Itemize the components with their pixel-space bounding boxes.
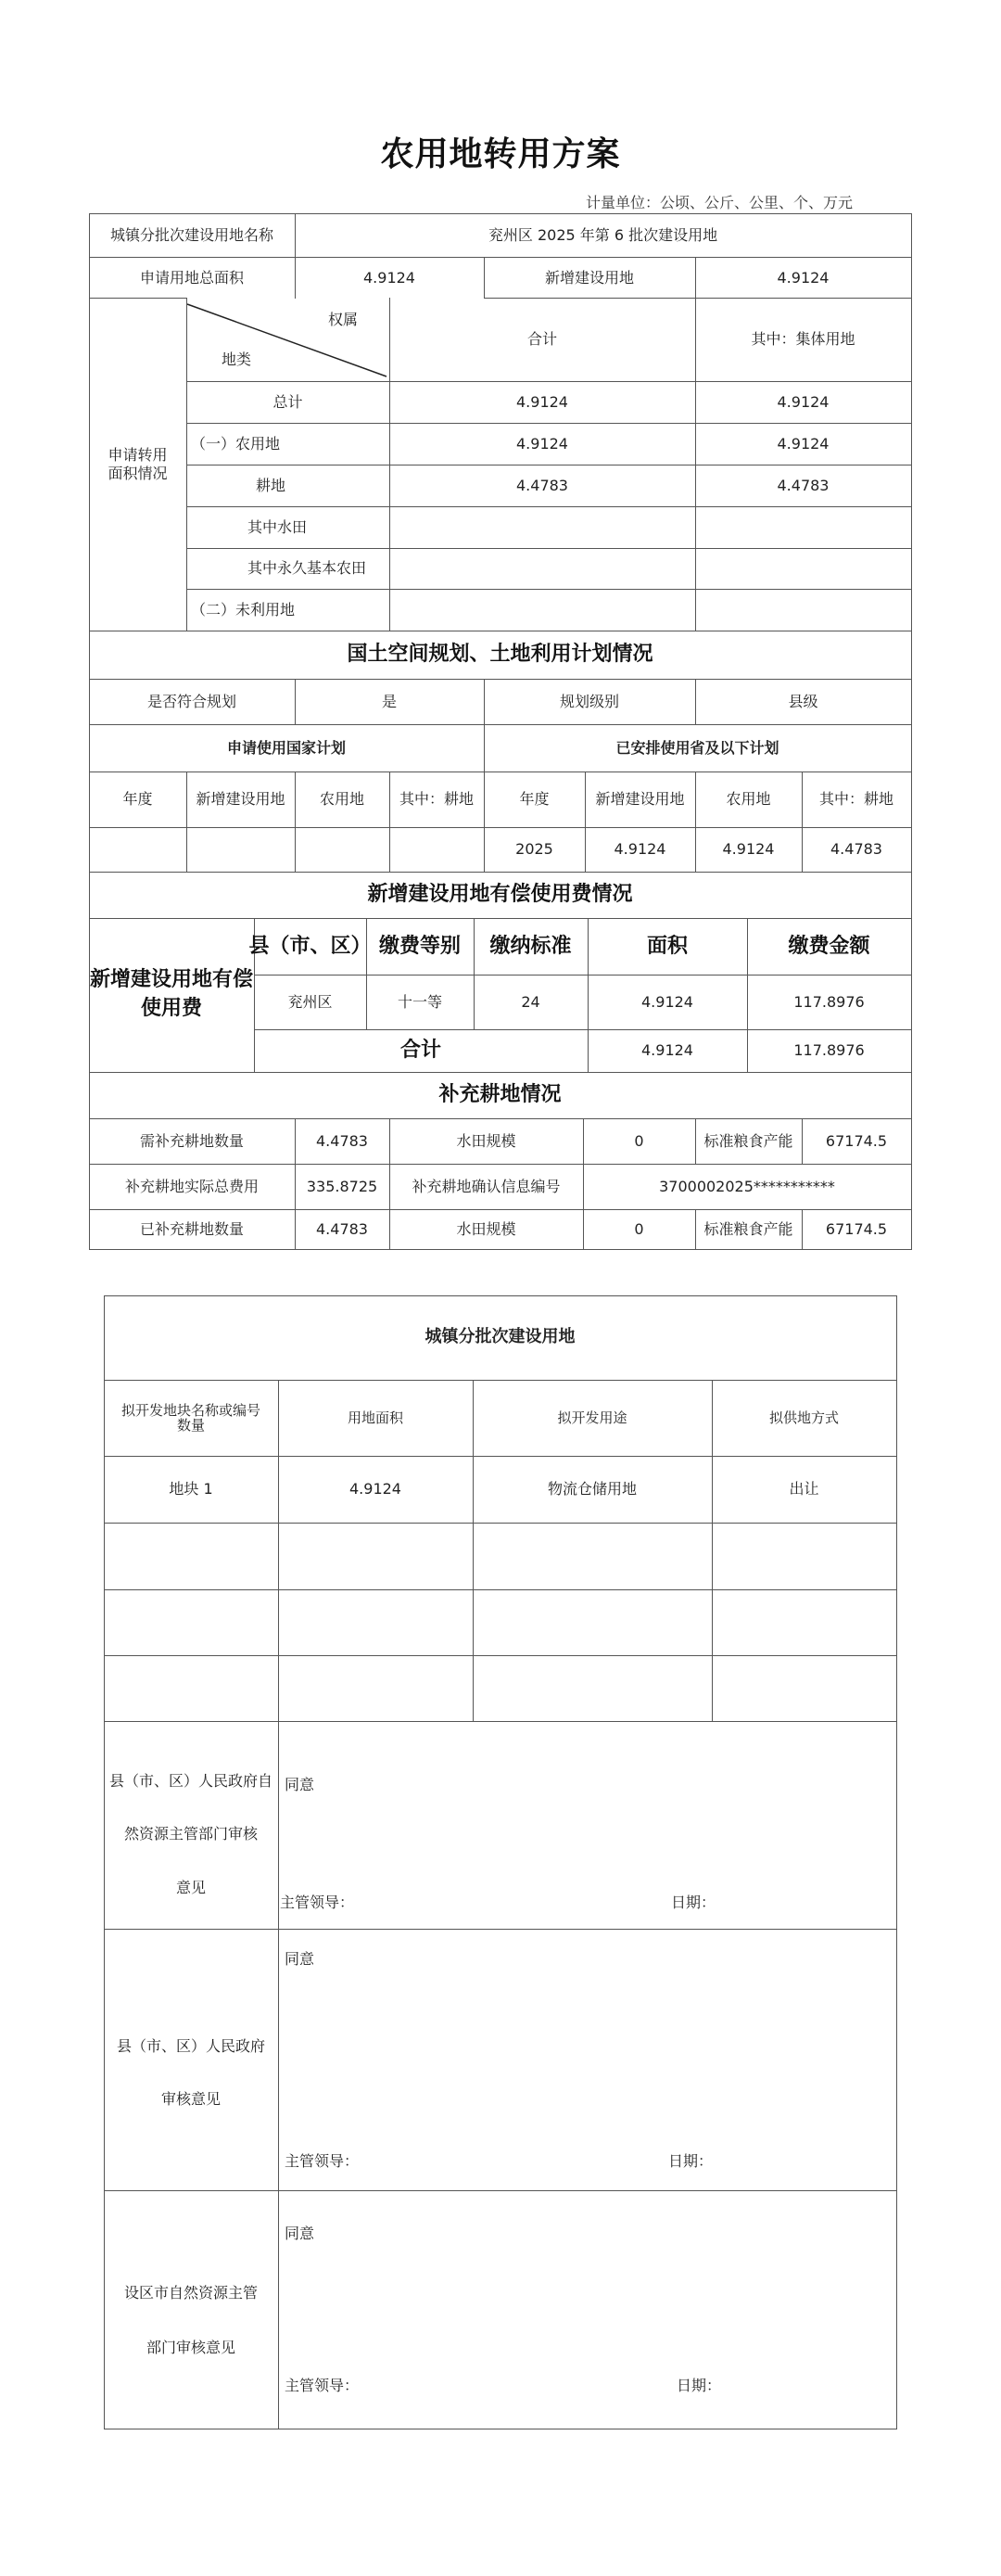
parcel-name bbox=[104, 1655, 278, 1721]
supp-label: 水田规模 bbox=[456, 1219, 516, 1238]
row-collective bbox=[695, 589, 911, 631]
conversion-area-label: 申请转用面积情况 bbox=[108, 445, 168, 482]
total-area-label: 申请用地总面积 bbox=[139, 268, 244, 287]
plan-header-new-construction: 新增建设用地 bbox=[595, 790, 685, 808]
header-parcel-name: 拟开发地块名称或编号数量 bbox=[120, 1401, 260, 1434]
total-area-value: 4.9124 bbox=[363, 268, 415, 287]
parcel-use bbox=[473, 1655, 712, 1721]
review-label-line: 意见 bbox=[175, 1879, 206, 1896]
parcel-area bbox=[278, 1655, 473, 1721]
row-total bbox=[389, 506, 695, 548]
fee-label: 新增建设用地有偿使用费 bbox=[89, 968, 253, 1020]
supp-label: 标准粮食产能 bbox=[703, 1131, 793, 1150]
plan-value bbox=[186, 827, 295, 872]
date-label: 日期： bbox=[677, 2377, 722, 2394]
parcel-name: 地块 1 bbox=[169, 1480, 213, 1498]
row-label: 耕地 bbox=[256, 476, 286, 494]
grid-line bbox=[104, 1721, 897, 1722]
fee-grade: 十一等 bbox=[397, 992, 442, 1011]
row-collective: 4.9124 bbox=[777, 392, 830, 411]
conform-value: 是 bbox=[381, 692, 397, 710]
table-border bbox=[89, 1249, 912, 1250]
plan-header-year: 年度 bbox=[519, 790, 550, 808]
fee-header-standard: 缴纳标准 bbox=[489, 934, 572, 958]
supp-label: 标准粮食产能 bbox=[703, 1219, 793, 1238]
review-opinion: 同意 bbox=[285, 1950, 315, 1968]
row-label: 其中水田 bbox=[247, 517, 308, 536]
parcel-name bbox=[104, 1589, 278, 1655]
date-label: 日期： bbox=[668, 2152, 714, 2170]
row-collective: 4.4783 bbox=[777, 476, 830, 494]
row-total bbox=[389, 548, 695, 589]
fee-total-amount: 117.8976 bbox=[793, 1041, 865, 1059]
row-collective: 4.9124 bbox=[777, 434, 830, 453]
table-border bbox=[896, 1295, 897, 2429]
supplement-section-header: 补充耕地情况 bbox=[438, 1083, 562, 1107]
plan-value-new-construction: 4.9124 bbox=[614, 840, 666, 858]
fee-area: 4.9124 bbox=[641, 992, 693, 1011]
level-label: 规划级别 bbox=[559, 692, 619, 710]
fee-section-header: 新增建设用地有偿使用费情况 bbox=[367, 883, 633, 907]
parcel-supply-method bbox=[712, 1589, 896, 1655]
fee-header-grade: 缴费等别 bbox=[378, 934, 461, 958]
supp-value: 67174.5 bbox=[825, 1131, 888, 1150]
planning-section-header: 国土空间规划、土地利用计划情况 bbox=[347, 643, 653, 667]
col-collective-header: 其中：集体用地 bbox=[751, 330, 855, 348]
row-label: 总计 bbox=[272, 392, 303, 411]
plan-value bbox=[295, 827, 389, 872]
fee-header-county: 县（市、区） bbox=[248, 934, 372, 958]
parcel-supply-method: 出让 bbox=[789, 1480, 819, 1498]
fee-county: 兖州区 bbox=[287, 992, 333, 1011]
supp-value: 4.4783 bbox=[316, 1131, 368, 1150]
row-collective bbox=[695, 506, 911, 548]
fee-header-amount: 缴费金额 bbox=[788, 934, 870, 958]
parcel-use bbox=[473, 1589, 712, 1655]
row-total: 4.9124 bbox=[516, 434, 568, 453]
provincial-plan-header: 已安排使用省及以下计划 bbox=[615, 738, 779, 757]
plan-value bbox=[389, 827, 484, 872]
plan-value-year: 2025 bbox=[515, 840, 553, 858]
row-collective bbox=[695, 548, 911, 589]
date-label: 日期： bbox=[671, 1894, 716, 1911]
fee-header-area: 面积 bbox=[646, 934, 688, 958]
review-label-line: 县（市、区）人民政府自 bbox=[108, 1772, 272, 1790]
fee-total-label: 合计 bbox=[399, 1039, 441, 1063]
supp-label: 补充耕地实际总费用 bbox=[124, 1177, 259, 1195]
row-label: （一）农用地 bbox=[191, 434, 281, 453]
parcel-use bbox=[473, 1523, 712, 1589]
fee-total-area: 4.9124 bbox=[641, 1041, 693, 1059]
supp-value: 335.8725 bbox=[306, 1177, 378, 1195]
measurement-unit-note: 计量单位：公顷、公斤、公里、个、万元 bbox=[585, 194, 853, 211]
fee-amount: 117.8976 bbox=[793, 992, 865, 1011]
row-total: 4.4783 bbox=[516, 476, 568, 494]
plan-value-agricultural: 4.9124 bbox=[722, 840, 775, 858]
parcel-supply-method bbox=[712, 1655, 896, 1721]
fee-standard: 24 bbox=[521, 992, 540, 1011]
plan-header-agricultural: 农用地 bbox=[726, 790, 771, 808]
row-total bbox=[389, 589, 695, 631]
new-construction-label: 新增建设用地 bbox=[544, 268, 634, 287]
grid-line bbox=[104, 1929, 897, 1930]
col-total-header: 合计 bbox=[526, 330, 557, 348]
name-value: 兖州区 2025 年第 6 批次建设用地 bbox=[488, 225, 718, 244]
header-use: 拟开发用途 bbox=[557, 1409, 627, 1426]
plan-value-cultivated: 4.4783 bbox=[830, 840, 882, 858]
grid-line bbox=[104, 2190, 897, 2191]
header-supply-method: 拟供地方式 bbox=[768, 1409, 839, 1426]
land-type-header: 地类 bbox=[221, 351, 251, 368]
review-opinion: 同意 bbox=[285, 1776, 315, 1793]
supp-value: 4.4783 bbox=[316, 1219, 368, 1238]
review-label-line: 然资源主管部门审核 bbox=[123, 1825, 258, 1843]
ownership-header: 权属 bbox=[327, 311, 358, 328]
table-border bbox=[911, 213, 912, 1250]
name-label: 城镇分批次建设用地名称 bbox=[109, 225, 273, 244]
batch-table-title: 城镇分批次建设用地 bbox=[424, 1327, 576, 1347]
conform-label: 是否符合规划 bbox=[146, 692, 236, 710]
supp-label: 水田规模 bbox=[456, 1131, 516, 1150]
supp-label: 补充耕地确认信息编号 bbox=[412, 1177, 561, 1195]
parcel-supply-method bbox=[712, 1523, 896, 1589]
supp-confirmation-number: 3700002025*********** bbox=[659, 1177, 835, 1195]
plan-header-cultivated: 其中：耕地 bbox=[399, 790, 474, 808]
review-label-line: 部门审核意见 bbox=[146, 2339, 235, 2356]
plan-header-new-construction: 新增建设用地 bbox=[196, 790, 285, 808]
review-label-line: 审核意见 bbox=[160, 2090, 221, 2108]
review-opinion: 同意 bbox=[285, 2225, 315, 2242]
review-label-line: 县（市、区）人民政府 bbox=[116, 2037, 265, 2055]
parcel-use: 物流仓储用地 bbox=[547, 1480, 637, 1498]
row-total: 4.9124 bbox=[516, 392, 568, 411]
parcel-area bbox=[278, 1523, 473, 1589]
leader-label: 主管领导： bbox=[280, 1894, 355, 1911]
row-label: 其中永久基本农田 bbox=[247, 559, 367, 577]
plan-value bbox=[89, 827, 186, 872]
supp-value: 0 bbox=[634, 1219, 644, 1238]
supp-value: 67174.5 bbox=[825, 1219, 888, 1238]
row-label: （二）未利用地 bbox=[191, 600, 296, 618]
supp-label: 需补充耕地数量 bbox=[139, 1131, 244, 1150]
parcel-name bbox=[104, 1523, 278, 1589]
leader-label: 主管领导： bbox=[285, 2377, 360, 2394]
parcel-area bbox=[278, 1589, 473, 1655]
parcel-area: 4.9124 bbox=[349, 1480, 401, 1498]
plan-header-year: 年度 bbox=[122, 790, 153, 808]
plan-header-cultivated: 其中：耕地 bbox=[818, 790, 893, 808]
level-value: 县级 bbox=[788, 692, 818, 710]
plan-header-agricultural: 农用地 bbox=[319, 790, 364, 808]
national-plan-header: 申请使用国家计划 bbox=[226, 738, 346, 757]
leader-label: 主管领导： bbox=[285, 2152, 360, 2170]
supp-value: 0 bbox=[634, 1131, 644, 1150]
header-area: 用地面积 bbox=[347, 1409, 403, 1426]
page-title: 农用地转用方案 bbox=[380, 135, 621, 173]
supp-label: 已补充耕地数量 bbox=[139, 1219, 244, 1238]
new-construction-value: 4.9124 bbox=[777, 268, 830, 287]
review-label-line: 设区市自然资源主管 bbox=[123, 2284, 258, 2302]
